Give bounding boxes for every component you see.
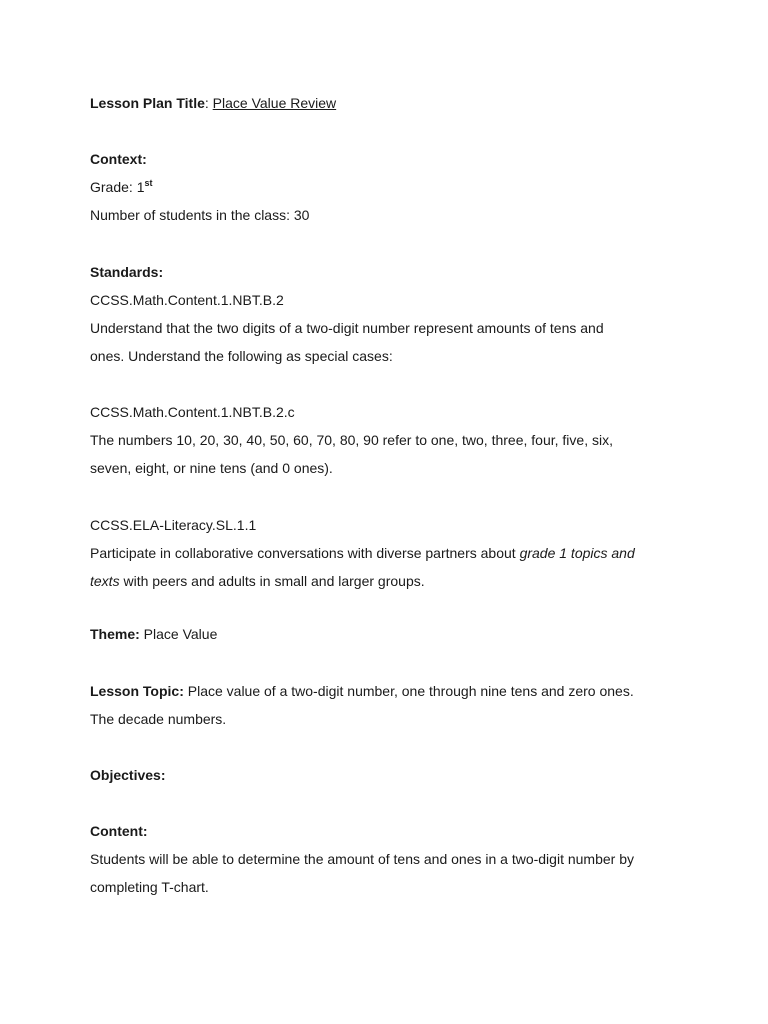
grade-label: Grade:: [90, 179, 137, 195]
theme-value: Place Value: [139, 626, 218, 642]
theme-label: Theme:: [90, 626, 140, 642]
grade-suffix: st: [144, 178, 153, 188]
objectives-heading: Objectives:: [90, 767, 166, 783]
theme-line: [90, 625, 217, 643]
lesson-topic-line: [90, 682, 634, 700]
lesson-title-value: Place Value Review: [212, 95, 337, 111]
standard-code: CCSS.Math.Content.1.NBT.B.2.c: [90, 404, 295, 420]
standard-description-line: texts with peers and adults in small and larger groups.: [90, 573, 425, 589]
standard-description-line: Participate in collaborative conversations with diverse partners about grade 1 topics and: [90, 545, 635, 561]
content-description-line: Students will be able to determine the amount of tens and ones in a two-digit number by: [90, 851, 634, 867]
content-heading: Content:: [90, 823, 148, 839]
lesson-topic-text: Place value of a two-digit number, one through nine tens and zero ones.: [183, 683, 634, 699]
standard-description-line: The numbers 10, 20, 30, 40, 50, 60, 70, 80, 90 refer to one, two, three, four, five, six,: [90, 432, 613, 448]
students-count-line: Number of students in the class: 30: [90, 207, 310, 223]
standard-description-line: Understand that the two digits of a two-digit number represent amounts of tens and: [90, 320, 604, 336]
context-heading: Context:: [90, 151, 147, 167]
standard-description-line: seven, eight, or nine tens (and 0 ones).: [90, 460, 333, 476]
lesson-title-separator: :: [204, 95, 213, 111]
lesson-title-label: Lesson Plan Title: [90, 95, 205, 111]
lesson-topic-continuation: The decade numbers.: [90, 711, 227, 727]
standard-code: CCSS.ELA-Literacy.SL.1.1: [90, 517, 257, 533]
grade-value: 1: [136, 179, 145, 195]
lesson-title-line: [90, 94, 336, 112]
standards-heading: Standards:: [90, 264, 164, 280]
standard-description-line: ones. Understand the following as special cases:: [90, 348, 393, 364]
lesson-topic-label: Lesson Topic:: [90, 683, 184, 699]
grade-line: [90, 178, 153, 196]
content-description-line: completing T-chart.: [90, 879, 209, 895]
standard-code: CCSS.Math.Content.1.NBT.B.2: [90, 292, 284, 308]
